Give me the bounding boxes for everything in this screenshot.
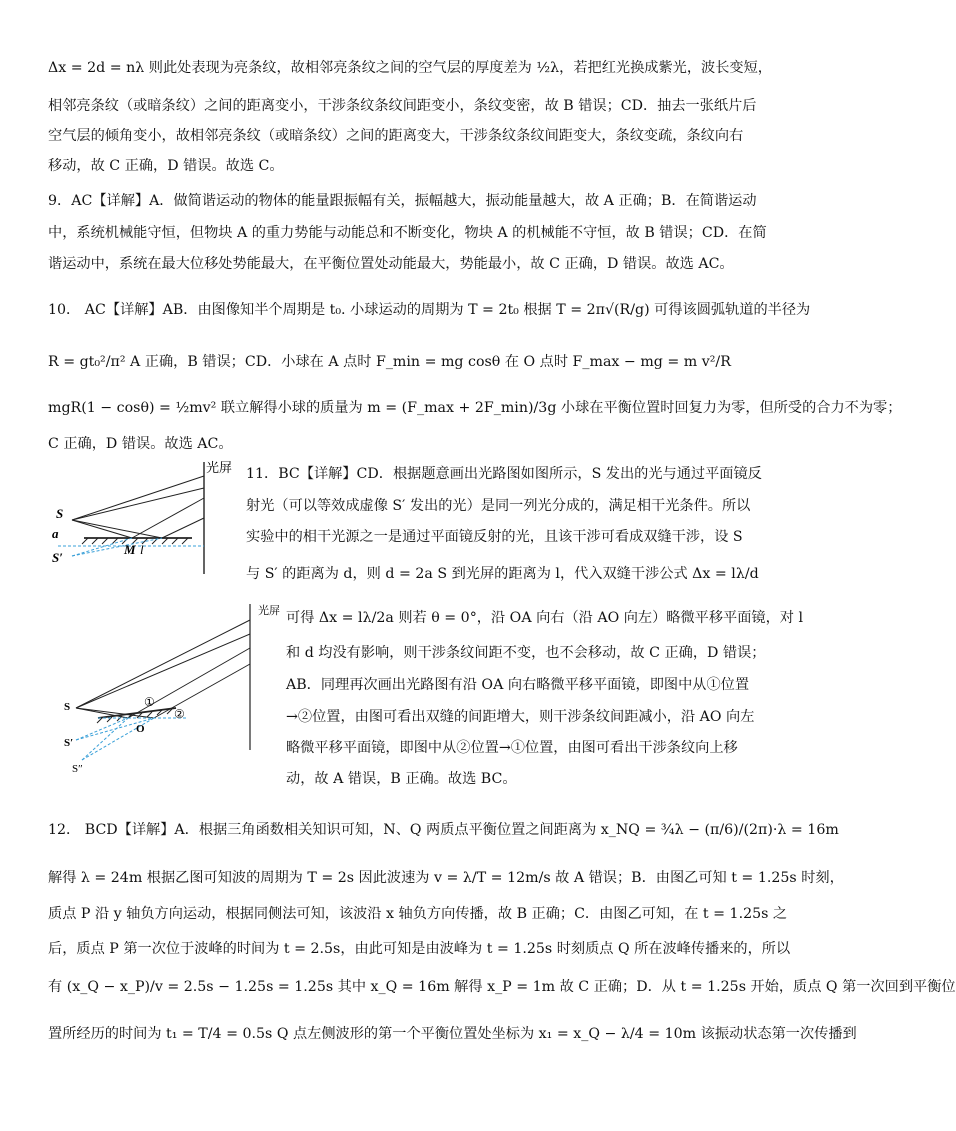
text-line: 11．BC【详解】CD．根据题意画出光路图如图所示，S 发出的光与通过平面镜反 xyxy=(246,466,762,482)
label-s-prime: S′ xyxy=(64,737,74,749)
text-line: →②位置，由图可看出双缝的间距增大，则干涉条纹间距减小，沿 AO 向左 xyxy=(286,709,755,725)
text-line: 中，系统机械能守恒，但物块 A 的重力势能与动能总和不断变化，物块 A 的机械能不守恒，故 B 错误；CD．在简 xyxy=(48,225,767,241)
screen-label: 光屏 xyxy=(258,605,280,617)
text-line: 动，故 A 错误，B 正确。故选 BC。 xyxy=(286,771,517,787)
text-line: 略微平移平面镜，即图中从②位置→①位置，由图可看出干涉条纹向上移 xyxy=(286,740,738,756)
label-o: O xyxy=(136,723,145,735)
text-line: 相邻亮条纹（或暗条纹）之间的距离变小，干涉条纹条纹间距变小，条纹变密，故 B 错误；CD．抽去一张纸片后 xyxy=(48,98,757,114)
text-line: 谐运动中，系统在最大位移处势能最大，在平衡位置处动能最大，势能最小，故 C 正确，D 错误。故选 AC。 xyxy=(48,256,734,272)
text-line: AB．同理再次画出光路图有沿 OA 向右略微平移平面镜，即图中从①位置 xyxy=(286,677,750,693)
label-l: l xyxy=(140,542,144,557)
text-line: 射光（可以等效成虚像 S′ 发出的光）是同一列光分成的，满足相干光条件。所以 xyxy=(246,498,751,514)
label-s: S xyxy=(56,506,64,521)
label-m: M xyxy=(124,542,136,557)
text-line: 后，质点 P 第一次位于波峰的时间为 t = 2.5s，由此可知是由波峰为 t = 1.25s 时刻质点 Q 所在波峰传播来的，所以 xyxy=(48,941,791,957)
text-line: 12． BCD【详解】A．根据三角函数相关知识可知，N、Q 两质点平衡位置之间距离为 x_NQ = ¾λ − (π/6)/(2π)·λ = 16m xyxy=(48,822,839,838)
label-s: S xyxy=(64,701,71,713)
text-line: 与 S′ 的距离为 d，则 d = 2a S 到光屏的距离为 l，代入双缝干涉公式 Δx = lλ/d xyxy=(246,566,759,582)
text-line: 移动，故 C 正确，D 错误。故选 C。 xyxy=(48,158,284,174)
text-line: Δx = 2d = nλ 则此处表现为亮条纹，故相邻亮条纹之间的空气层的厚度差为 ½λ，若把红光换成紫光，波长变短， xyxy=(48,60,772,76)
label-s-prime: S′ xyxy=(52,550,63,565)
label-a: a xyxy=(52,526,59,541)
text-line: mgR(1 − cosθ) = ½mv² 联立解得小球的质量为 m = (F_max + 2F_min)/3g 小球在平衡位置时回复力为零，但所受的合力不为零； xyxy=(48,400,902,416)
text-line: 实验中的相干光源之一是通过平面镜反射的光，且该干涉可看成双缝干涉，设 S xyxy=(246,529,743,545)
label-circle-2: ② xyxy=(174,707,185,721)
label-circle-1: ① xyxy=(144,695,155,709)
text-line: 和 d 均没有影响，则干涉条纹间距不变，也不会移动，故 C 正确，D 错误； xyxy=(286,645,766,661)
text-line: C 正确，D 错误。故选 AC。 xyxy=(48,436,233,452)
mirror-shift-figure xyxy=(58,600,278,780)
label-s-double-prime: S″ xyxy=(72,763,83,775)
text-line: 解得 λ = 24m 根据乙图可知波的周期为 T = 2s 因此波速为 v = λ/T = 12m/s 故 A 错误；B．由图乙可知 t = 1.25s 时刻， xyxy=(48,870,844,886)
screen-label: 光屏 xyxy=(206,460,233,475)
text-line: 9．AC【详解】A．做简谐运动的物体的能量跟振幅有关，振幅越大，振动能量越大，故 A 正确；B．在简谐运动 xyxy=(48,193,757,209)
text-line: 置所经历的时间为 t₁ = T/4 = 0.5s Q 点左侧波形的第一个平衡位置处坐标为 x₁ = x_Q − λ/4 = 10m 该振动状态第一次传播到 xyxy=(48,1026,857,1042)
text-line: 空气层的倾角变小，故相邻亮条纹（或暗条纹）之间的距离变大，干涉条纹条纹间距变大，条纹变疏，条纹向右 xyxy=(48,128,744,144)
text-line: 质点 P 沿 y 轴负方向运动，根据同侧法可知，该波沿 x 轴负方向传播，故 B 正确；C．由图乙可知，在 t = 1.25s 之 xyxy=(48,906,788,922)
text-line: 有 (x_Q − x_P)/v = 2.5s − 1.25s = 1.25s 其中 x_Q = 16m 解得 x_P = 1m 故 C 正确；D．从 t = 1.25s 开始，质点 Q 第一次回到平衡位 xyxy=(48,979,956,995)
text-line: R = gt₀²/π² A 正确，B 错误；CD．小球在 A 点时 F_min = mg cosθ 在 O 点时 F_max − mg = m v²/R xyxy=(48,354,731,370)
text-line: 可得 Δx = lλ/2a 则若 θ = 0°，沿 OA 向右（沿 AO 向左）略微平移平面镜，对 l xyxy=(286,610,804,626)
text-line: 10． AC【详解】AB．由图像知半个周期是 t₀. 小球运动的周期为 T = 2t₀ 根据 T = 2π√(R/g) 可得该圆弧轨道的半径为 xyxy=(48,302,811,318)
mirror-interference-figure xyxy=(52,458,242,578)
